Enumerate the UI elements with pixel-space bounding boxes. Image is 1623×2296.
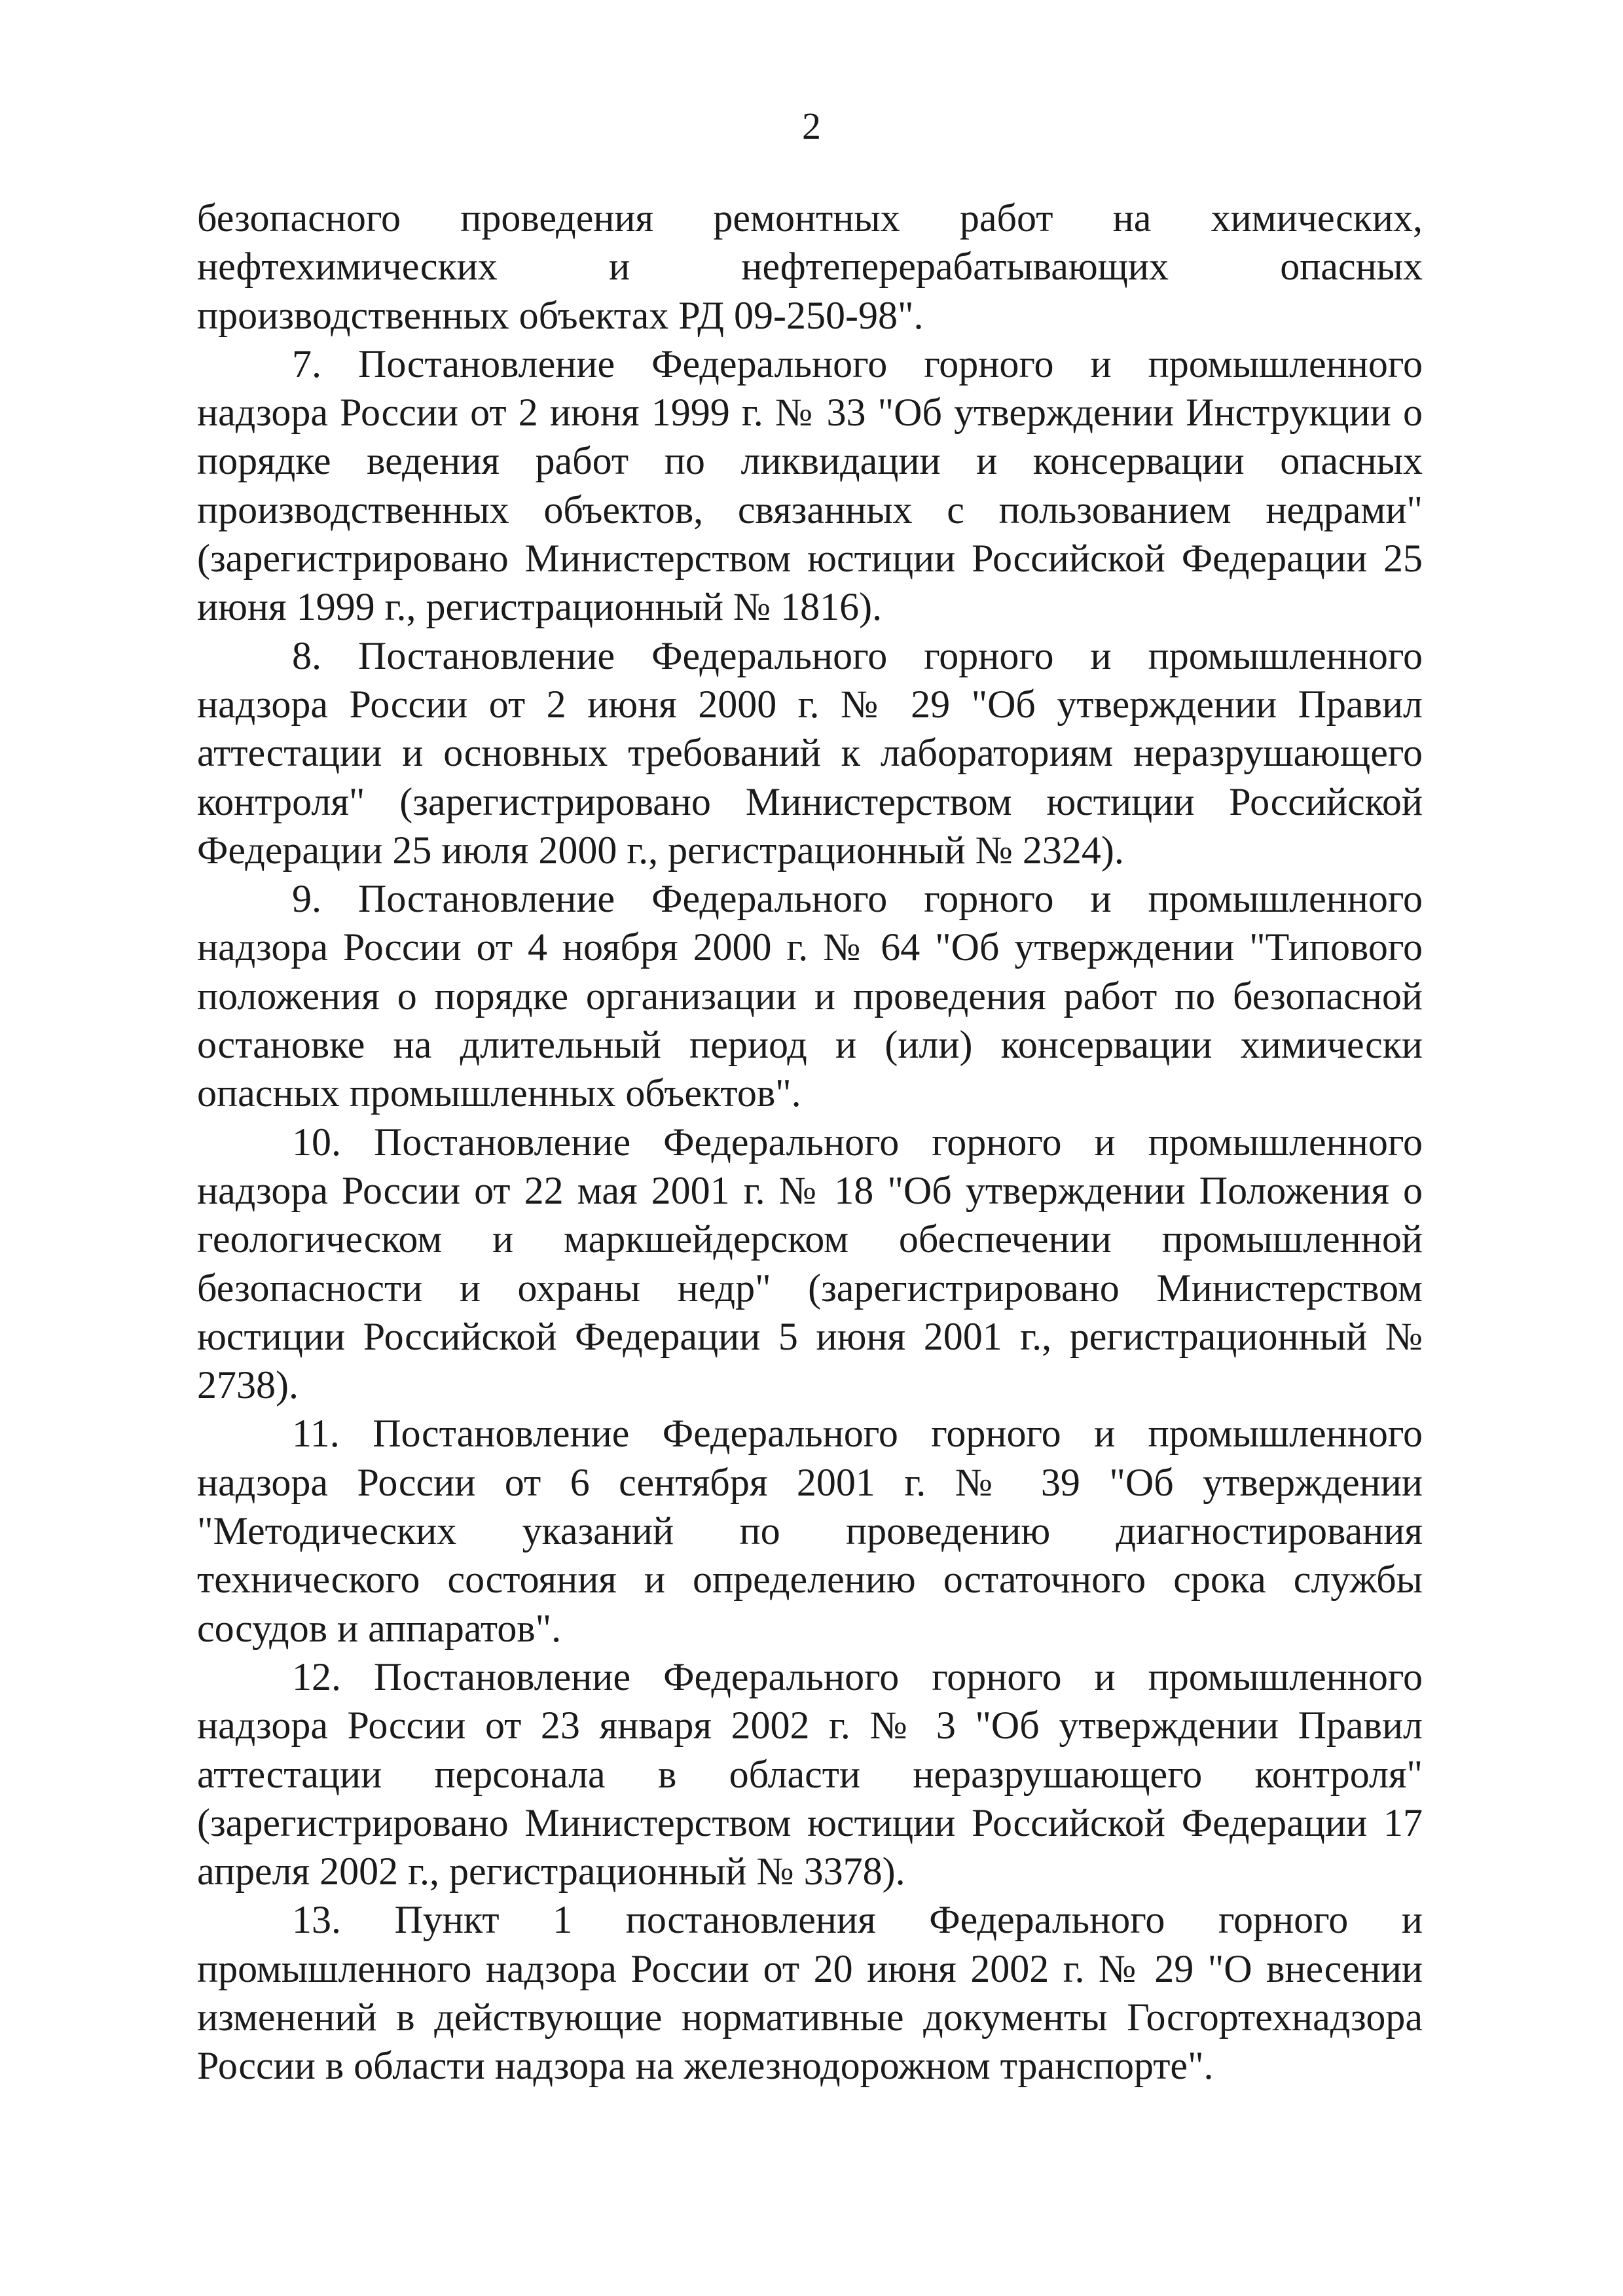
paragraph-item-11: 11. Постановление Федерального горного и промышленного надзора России от 6 сентября 2001 г. № 39 "Об утверждении "Методических указаний по проведению диагностирования технического состояния и определению остаточного срока службы сосудов и аппаратов".: [197, 1412, 1423, 1650]
paragraph-item-9: 9. Постановление Федерального горного и промышленного надзора России от 4 ноября 2000 г. № 64 "Об утверждении "Типового положения о порядке организации и проведения работ по безопасной остановке на длительный период и (или) консервации химически опасных промышленных объектов".: [197, 877, 1423, 1115]
paragraph-continuation: безопасного проведения ремонтных работ на химических, нефтехимических и нефтеперерабатывающих опасных производственных объектах РД 09-250-98".: [197, 196, 1423, 337]
page-number: 2: [802, 105, 821, 147]
paragraph-item-10: 10. Постановление Федерального горного и промышленного надзора России от 22 мая 2001 г. № 18 "Об утверждении Положения о геологическом и маркшейдерском обеспечении промышленной безопасности и охраны недр" (зарегистрировано Министерством юстиции Российской Федерации 5 июня 2001 г., регистрационный № 2738).: [197, 1120, 1423, 1407]
paragraph-item-12: 12. Постановление Федерального горного и промышленного надзора России от 23 января 2002 г. № 3 "Об утверждении Правил аттестации персонала в области неразрушающего контроля" (зарегистрировано Министерством юстиции Российской Федерации 17 апреля 2002 г., регистрационный № 3378).: [197, 1655, 1423, 1893]
paragraph-item-7: 7. Постановление Федерального горного и промышленного надзора России от 2 июня 1999 г. № 33 "Об утверждении Инструкции о порядке ведения работ по ликвидации и консервации опасных производственных объектов, связанных с пользованием недрами" (зарегистрировано Министерством юстиции Российской Федерации 25 июня 1999 г., регистрационный № 1816).: [197, 342, 1423, 629]
paragraph-item-13: 13. Пункт 1 постановления Федерального горного и промышленного надзора России от 20 июня 2002 г. № 29 "О внесении изменений в действующие нормативные документы Госгортехнадзора России в области надзора на железнодорожном транспорте".: [197, 1898, 1423, 2088]
paragraph-item-8: 8. Постановление Федерального горного и промышленного надзора России от 2 июня 2000 г. № 29 "Об утверждении Правил аттестации и основных требований к лабораториям неразрушающего контроля" (зарегистрировано Министерством юстиции Российской Федерации 25 июля 2000 г., регистрационный № 2324).: [197, 634, 1423, 872]
document-body: [197, 194, 1423, 2090]
